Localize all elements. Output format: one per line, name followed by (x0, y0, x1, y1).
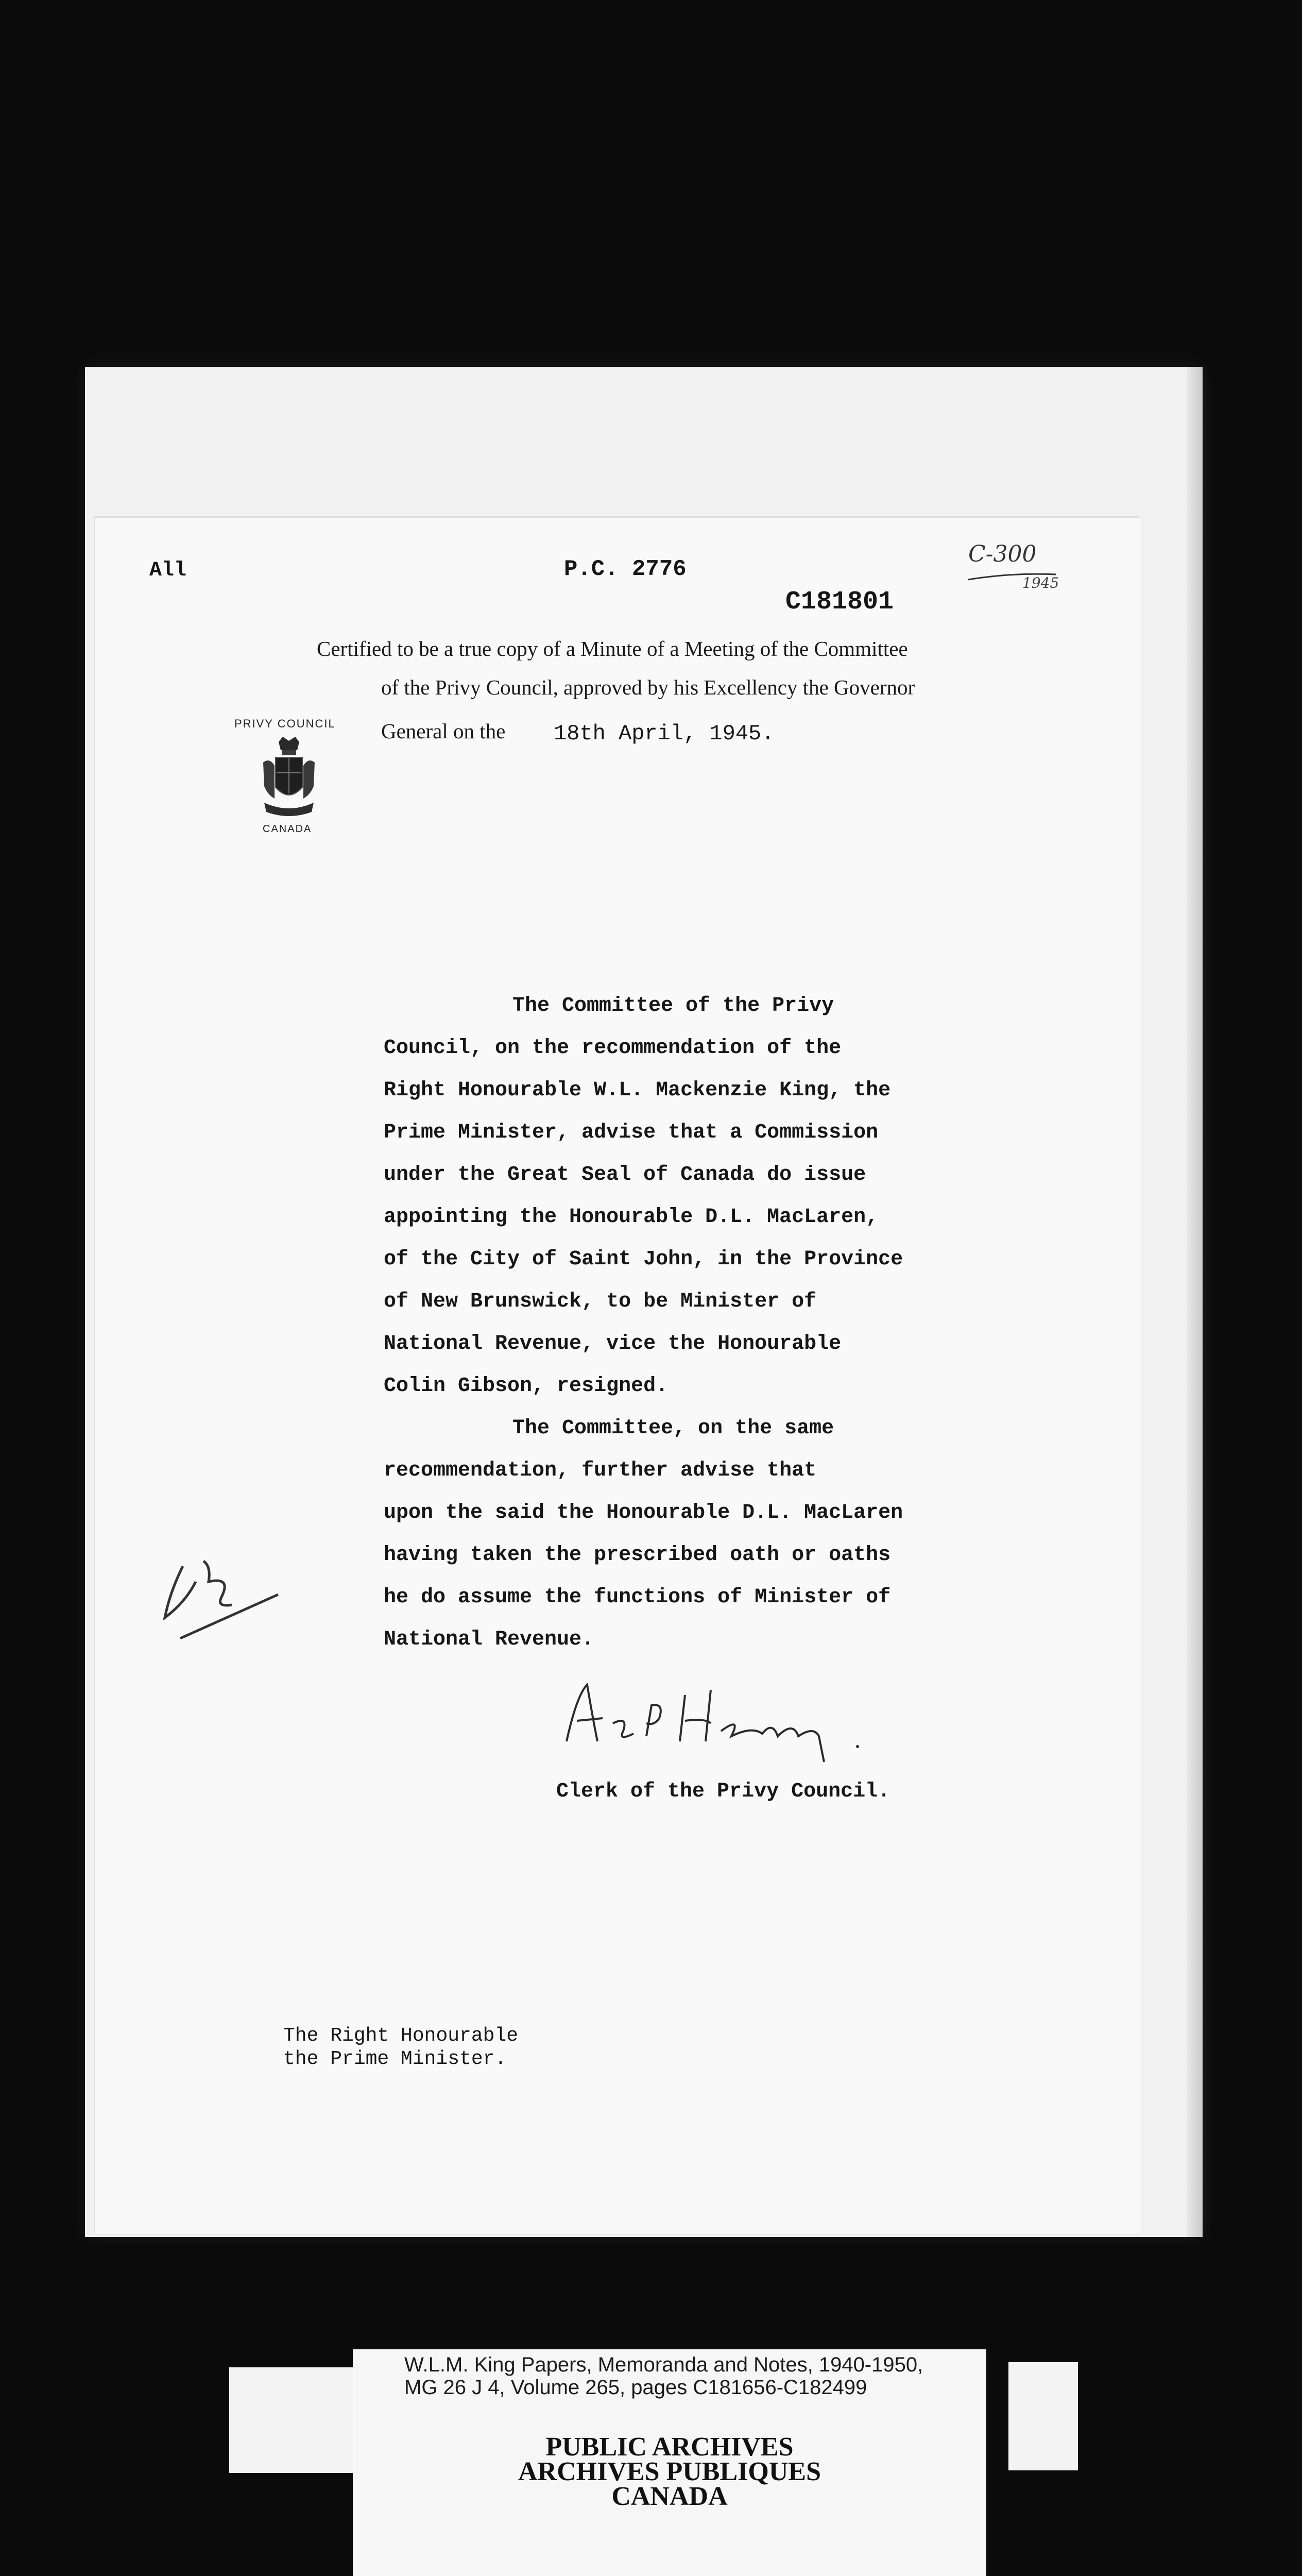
handwritten-year: 1945 (1022, 574, 1059, 591)
archive-title-country: CANADA (611, 2482, 728, 2511)
archive-reference-line-1: W.L.M. King Papers, Memoranda and Notes, 1940-1950, (404, 2353, 923, 2376)
archive-reference-line-2: MG 26 J 4, Volume 265, pages C181656-C182499 (404, 2376, 867, 2399)
body-line: of New Brunswick, to be Minister of (384, 1290, 817, 1313)
addressee-line-1: The Right Honourable (283, 2025, 519, 2047)
addressee-line-2: the Prime Minister. (283, 2048, 507, 2070)
body-line: of the City of Saint John, in the Province (384, 1248, 903, 1271)
body-line: appointing the Honourable D.L. MacLaren, (384, 1206, 879, 1229)
body-line: Prime Minister, advise that a Commission (384, 1121, 879, 1144)
body-line: National Revenue, vice the Honourable (384, 1332, 842, 1355)
body-line: he do assume the functions of Minister of (384, 1586, 891, 1609)
archive-label-left-tab (229, 2367, 353, 2473)
body-line: Colin Gibson, resigned. (384, 1375, 669, 1398)
body-line: The Committee, on the same (512, 1417, 834, 1440)
privy-council-label: PRIVY COUNCIL (234, 717, 336, 730)
body-line: Right Honourable W.L. Mackenzie King, the (384, 1079, 891, 1102)
certification-line-1: Certified to be a true copy of a Minute of a Meeting of the Committee (317, 637, 908, 660)
certification-line-3: General on the (381, 719, 506, 743)
body-line: Council, on the recommendation of the (384, 1037, 842, 1060)
body-line: National Revenue. (384, 1628, 594, 1651)
royal-coat-of-arms-icon (260, 737, 318, 822)
handwritten-reference: C-300 (968, 541, 1037, 567)
file-code: All (149, 559, 187, 582)
body-line: The Committee of the Privy (512, 994, 834, 1018)
archive-title-french: ARCHIVES PUBLIQUES (518, 2457, 821, 2486)
body-line: recommendation, further advise that (384, 1459, 817, 1482)
handwritten-initials (155, 1546, 288, 1654)
archive-title-english: PUBLIC ARCHIVES (545, 2432, 794, 2462)
body-line: having taken the prescribed oath or oaths (384, 1544, 891, 1567)
body-line: upon the said the Honourable D.L. MacLaren (384, 1501, 903, 1524)
signatory-title: Clerk of the Privy Council. (556, 1780, 890, 1803)
certification-line-2: of the Privy Council, approved by his Excellency the Governor (381, 675, 915, 699)
body-line: under the Great Seal of Canada do issue (384, 1163, 866, 1187)
signature (556, 1674, 886, 1767)
archive-label-right-tab (1008, 2362, 1078, 2470)
canada-label: CANADA (263, 823, 312, 835)
document-number: C181801 (785, 587, 894, 617)
pc-number: P.C. 2776 (564, 556, 687, 582)
approval-date: 18th April, 1945. (554, 721, 775, 746)
handwritten-underline (966, 569, 1058, 585)
